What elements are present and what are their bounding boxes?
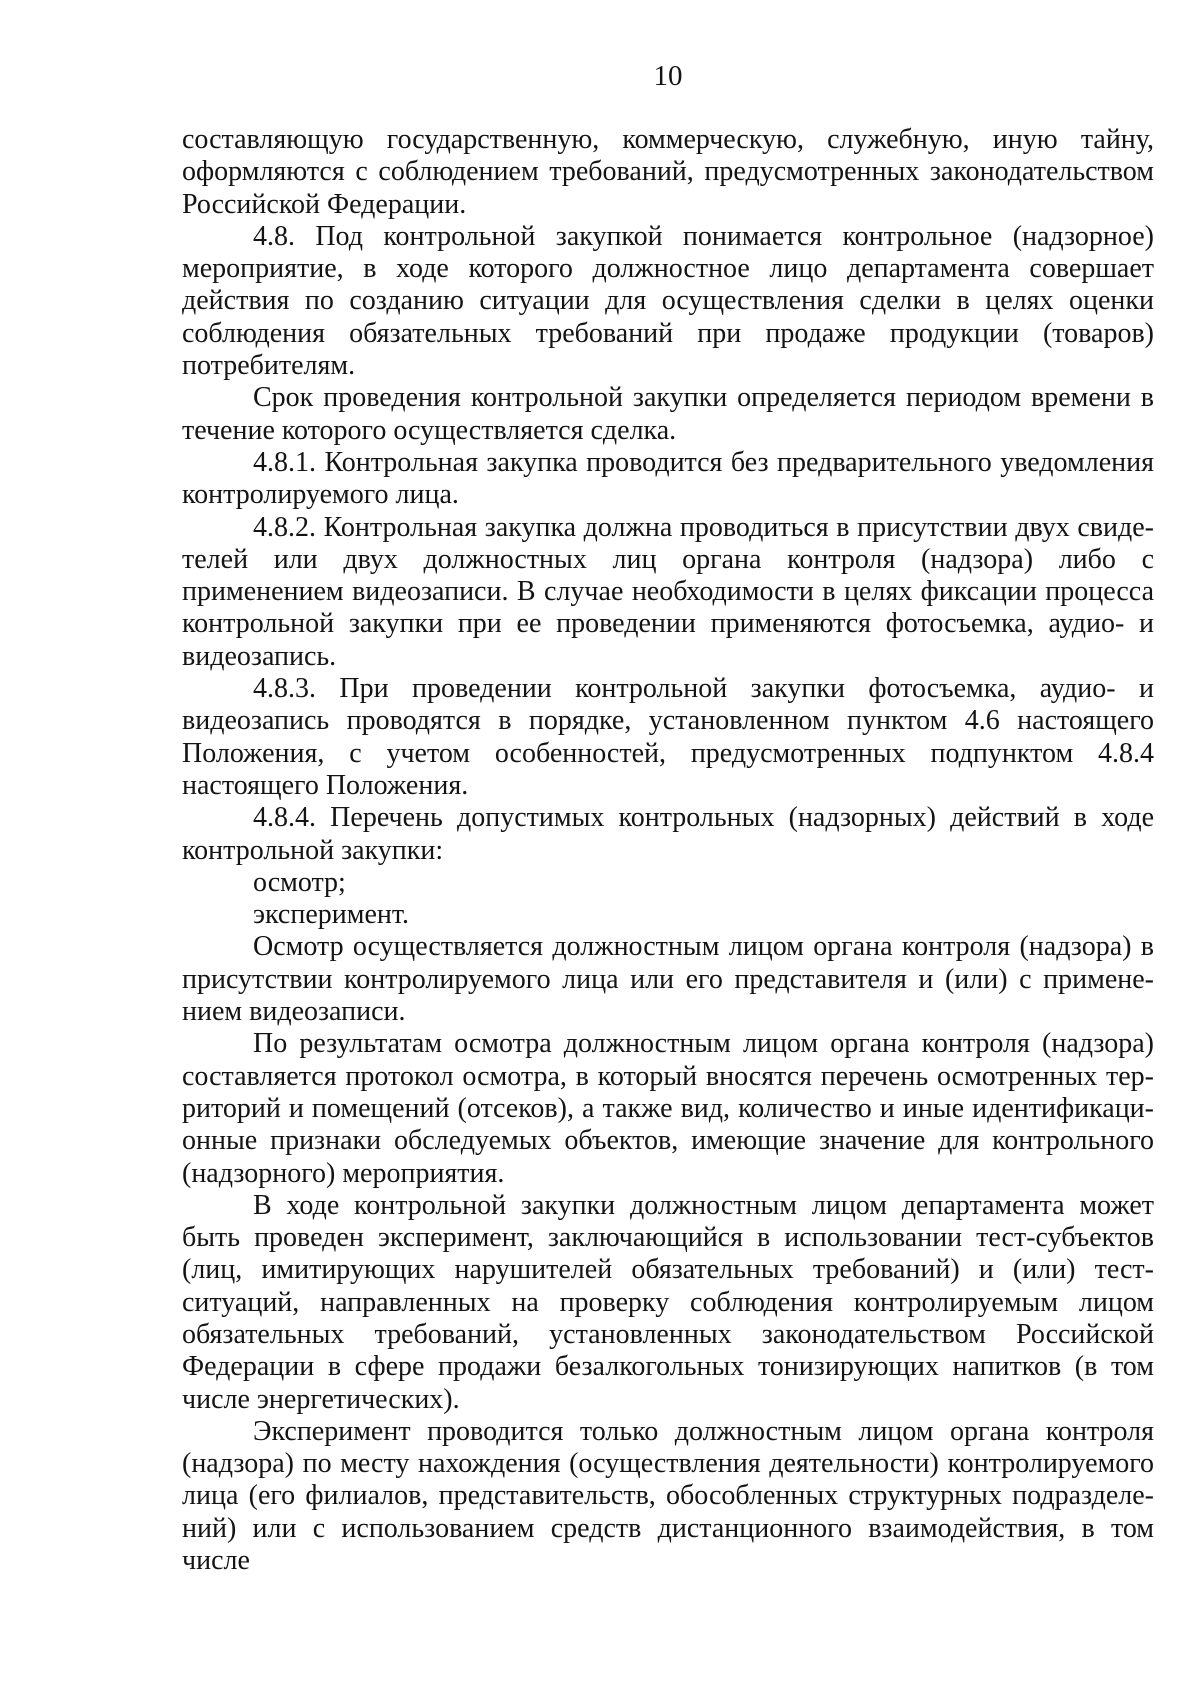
paragraph-continuation: составляющую государственную, коммерческую, служебную, иную тайну, оформляются с соблюдением требований, предусмотренных законодательством Российской Федерации. [182, 124, 1154, 220]
paragraph-purchase-term: Срок проведения контрольной закупки определяется периодом времени в течение которого осуществляется сделка. [182, 382, 1154, 446]
page-number: 10 [653, 60, 683, 92]
paragraph-4-8-4: 4.8.4. Перечень допустимых контрольных (надзорных) действий в ходе контрольной закупки: [182, 802, 1154, 866]
paragraph-inspection: Осмотр осуществляется должностным лицом органа контроля (надзора) в присутствии контролируемого лица или его представителя и (или) с применением видеозаписи. [182, 931, 1154, 1028]
paragraph-4-8-2: 4.8.2. Контрольная закупка должна проводиться в присутствии двух свидетелей или двух должностных лиц органа контроля (надзора) либо с применением видеозаписи. В случае необходимости в целях фиксации процесса контрольной закупки при ее проведении применяются фотосъемка, аудио- и видеозапись. [182, 511, 1154, 672]
list-item-inspection: осмотр; [253, 866, 346, 898]
paragraph-inspection-protocol: По результатам осмотра должностным лицом органа контроля (надзора) составляется протокол осмотра, в который вносятся перечень осмотренных территорий и помещений (отсеков), а также вид, количество и иные идентификационные признаки обследуемых объектов, имеющие значение для контрольного (надзорного) мероприятия. [182, 1028, 1154, 1189]
paragraph-experiment-description: В ходе контрольной закупки должностным лицом департамента может быть проведен эксперимент, заключающийся в использовании тест-субъектов (лиц, имитирующих нарушителей обязательных требований) и (или) тестситуаций, направленных на проверку соблюдения контролируемым лицом обязательных требований, установленных законодательством Российской Федерации в сфере продажи безалкогольных тонизирующих напитков (в том числе энергетических). [182, 1189, 1154, 1415]
paragraph-experiment-conduct: Эксперимент проводится только должностным лицом органа контроля (надзора) по месту нахождения (осуществления деятельности) контролируемого лица (его филиалов, представительств, обособленных структурных подразделений) или с использованием средств дистанционного взаимодействия, в том числе [182, 1415, 1154, 1577]
list-item-experiment: эксперимент. [253, 899, 410, 931]
paragraph-4-8-3: 4.8.3. При проведении контрольной закупки фотосъемка, аудио- и видеозапись проводятся в порядке, установленном пунктом 4.6 настоящего Положения, с учетом особенностей, предусмотренных подпунктом 4.8.4 настоящего Положения. [182, 673, 1154, 801]
paragraph-4-8: 4.8. Под контрольной закупкой понимается контрольное (надзорное) мероприятие, в ходе которого должностное лицо департамента совершает действия по созданию ситуации для осуществления сделки в целях оценки соблюдения обязательных требований при продаже продукции (товаров) потребителям. [182, 220, 1154, 382]
paragraph-4-8-1: 4.8.1. Контрольная закупка проводится без предварительного уведомления контролируемого лица. [182, 446, 1154, 511]
body-text [182, 124, 1154, 1577]
